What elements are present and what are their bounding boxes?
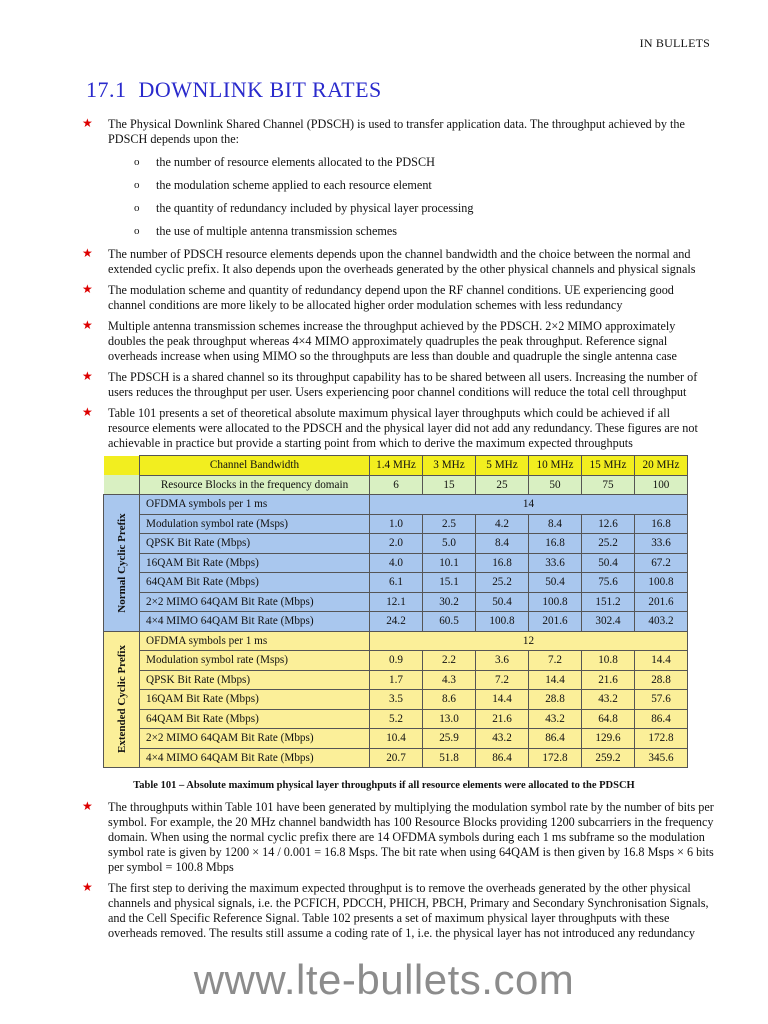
bullet-item bbox=[84, 406, 714, 451]
row-label: 2×2 MIMO 64QAM Bit Rate (Mbps) bbox=[140, 592, 370, 612]
sub-item bbox=[108, 224, 714, 239]
row-label: OFDMA symbols per 1 ms bbox=[140, 631, 370, 651]
table-cell: 100.8 bbox=[476, 612, 529, 632]
header-label: Channel Bandwidth bbox=[140, 456, 370, 476]
table-cell: 1.7 bbox=[370, 670, 423, 690]
running-header: IN BULLETS bbox=[639, 36, 710, 50]
table-cell: 172.8 bbox=[529, 748, 582, 768]
table-cell: 7.2 bbox=[529, 651, 582, 671]
table-cell: 75.6 bbox=[582, 573, 635, 593]
sub-item bbox=[108, 178, 714, 193]
bullet-item bbox=[84, 283, 714, 313]
bullet-list-after bbox=[84, 800, 714, 947]
row-label: Modulation symbol rate (Msps) bbox=[140, 514, 370, 534]
sub-item-text: the use of multiple antenna transmission schemes bbox=[156, 224, 397, 238]
star-bullet-icon: ★ bbox=[82, 405, 93, 419]
bullet-text: The modulation scheme and quantity of redundancy depend upon the RF channel conditions. UE experiencing good channel conditions are more likely to be allocated higher order modulation schemes with less redundancy bbox=[108, 283, 674, 312]
table-row bbox=[104, 670, 688, 690]
table-cell: 14.4 bbox=[476, 690, 529, 710]
rb-cell: 50 bbox=[529, 475, 582, 495]
bullet-item bbox=[84, 247, 714, 277]
table-cell: 10.1 bbox=[423, 553, 476, 573]
bullet-text: The first step to deriving the maximum expected throughput is to remove the overheads generated by the other physical channels and physical signals, i.e. the PCFICH, PDCCH, PHICH, PBCH, Primary and Secondary Synchronisation Signals, and the Cell Specific Reference Signal. Table 102 presents a set of maximum physical layer throughputs with these overheads removed. The results still assume a coding rate of 1, i.e. the physical layer has not introduced any redundancy bbox=[108, 881, 709, 940]
table-cell: 33.6 bbox=[529, 553, 582, 573]
table-cell: 3.5 bbox=[370, 690, 423, 710]
table-cell: 259.2 bbox=[582, 748, 635, 768]
table-cell: 345.6 bbox=[635, 748, 688, 768]
circle-bullet-icon: o bbox=[134, 156, 140, 168]
table-cell: 51.8 bbox=[423, 748, 476, 768]
table-cell: 60.5 bbox=[423, 612, 476, 632]
sub-item bbox=[108, 155, 714, 170]
table-cell: 12.1 bbox=[370, 592, 423, 612]
table-cell: 50.4 bbox=[582, 553, 635, 573]
bullet-item bbox=[84, 319, 714, 364]
throughput-table bbox=[103, 455, 688, 768]
table-cell: 0.9 bbox=[370, 651, 423, 671]
bullet-item bbox=[84, 370, 714, 400]
table-cell: 43.2 bbox=[529, 709, 582, 729]
table-cell: 201.6 bbox=[529, 612, 582, 632]
table-cell: 5.0 bbox=[423, 534, 476, 554]
circle-bullet-icon: o bbox=[134, 179, 140, 191]
bullet-text: Multiple antenna transmission schemes increase the throughput achieved by the PDSCH. 2×2 MIMO approximately doubles the peak throughput whereas 4×4 MIMO approximately quadruples the peak throughput. Reference signal overheads increase when using MIMO so the throughputs are less than double and quadruple the single antenna case bbox=[108, 319, 677, 363]
extended-cyclic-prefix-ofdma-row bbox=[104, 631, 688, 651]
star-bullet-icon: ★ bbox=[82, 880, 93, 894]
row-label: 64QAM Bit Rate (Mbps) bbox=[140, 709, 370, 729]
table-cell: 4.3 bbox=[423, 670, 476, 690]
table-row bbox=[104, 729, 688, 749]
bandwidth-cell: 1.4 MHz bbox=[370, 456, 423, 476]
table-cell: 10.4 bbox=[370, 729, 423, 749]
table-caption: Table 101 – Absolute maximum physical layer throughputs if all resource elements were allocated to the PDSCH bbox=[133, 780, 635, 791]
section-heading: DOWNLINK BIT RATES bbox=[138, 77, 382, 102]
circle-bullet-icon: o bbox=[134, 225, 140, 237]
table-cell: 129.6 bbox=[582, 729, 635, 749]
table-cell: 28.8 bbox=[529, 690, 582, 710]
row-label: 64QAM Bit Rate (Mbps) bbox=[140, 573, 370, 593]
bullet-text: Table 101 presents a set of theoretical absolute maximum physical layer throughputs which could be achieved if all resource elements were allocated to the PDSCH and the physical layer did not add any redundancy. These figures are not achievable in practice but provide a starting point from which to derive the maximum expected throughputs bbox=[108, 406, 698, 450]
table-row bbox=[104, 592, 688, 612]
table-cell: 25.9 bbox=[423, 729, 476, 749]
resource-blocks-row bbox=[104, 475, 688, 495]
bandwidth-cell: 15 MHz bbox=[582, 456, 635, 476]
bullet-text: The throughputs within Table 101 have been generated by multiplying the modulation symbol rate by the number of bits per symbol. For example, the 20 MHz channel bandwidth has 100 Resource Blocks providing 1200 subcarriers in the frequency domain. When using the normal cyclic prefix there are 14 OFDMA symbols during each 1 ms subframe so the modulation symbol rate is given by 1200 × 14 / 0.001 = 16.8 Msps. The bit rate when using 64QAM is then given by 16.8 Msps × 6 bits per symbol = 100.8 Mbps bbox=[108, 800, 714, 874]
table-cell: 7.2 bbox=[476, 670, 529, 690]
bandwidth-header-row bbox=[104, 456, 688, 476]
section-number: 17.1 bbox=[86, 77, 127, 102]
table-cell: 12.6 bbox=[582, 514, 635, 534]
row-label: 16QAM Bit Rate (Mbps) bbox=[140, 690, 370, 710]
table-cell: 16.8 bbox=[635, 514, 688, 534]
bullet-item bbox=[84, 800, 714, 875]
star-bullet-icon: ★ bbox=[82, 116, 93, 130]
table-cell: 16.8 bbox=[529, 534, 582, 554]
table-row bbox=[104, 514, 688, 534]
table-cell: 30.2 bbox=[423, 592, 476, 612]
table-row bbox=[104, 573, 688, 593]
table-cell: 151.2 bbox=[582, 592, 635, 612]
table-cell: 403.2 bbox=[635, 612, 688, 632]
table-corner bbox=[104, 456, 140, 476]
table-cell: 2.5 bbox=[423, 514, 476, 534]
table-cell: 201.6 bbox=[635, 592, 688, 612]
row-label: 2×2 MIMO 64QAM Bit Rate (Mbps) bbox=[140, 729, 370, 749]
star-bullet-icon: ★ bbox=[82, 799, 93, 813]
table-cell: 25.2 bbox=[476, 573, 529, 593]
ofdma-symbols-value: 14 bbox=[370, 495, 688, 515]
table-cell: 6.1 bbox=[370, 573, 423, 593]
table-cell: 15.1 bbox=[423, 573, 476, 593]
table-cell: 86.4 bbox=[476, 748, 529, 768]
table-row bbox=[104, 534, 688, 554]
table-cell: 8.4 bbox=[529, 514, 582, 534]
table-cell: 3.6 bbox=[476, 651, 529, 671]
row-label: 4×4 MIMO 64QAM Bit Rate (Mbps) bbox=[140, 612, 370, 632]
table-cell: 21.6 bbox=[476, 709, 529, 729]
table-cell: 28.8 bbox=[635, 670, 688, 690]
bandwidth-cell: 5 MHz bbox=[476, 456, 529, 476]
rb-cell: 75 bbox=[582, 475, 635, 495]
bandwidth-cell: 20 MHz bbox=[635, 456, 688, 476]
bullet-text: The Physical Downlink Shared Channel (PDSCH) is used to transfer application data. The throughput achieved by the PDSCH depends upon the: bbox=[108, 117, 685, 146]
table-cell: 10.8 bbox=[582, 651, 635, 671]
sub-list bbox=[108, 155, 714, 239]
rb-cell: 15 bbox=[423, 475, 476, 495]
ofdma-symbols-value: 12 bbox=[370, 631, 688, 651]
table-cell: 50.4 bbox=[476, 592, 529, 612]
bullet-text: The number of PDSCH resource elements depends upon the channel bandwidth and the choice between the normal and extended cyclic prefix. It also depends upon the overheads generated by the other physical channels and physical signals bbox=[108, 247, 696, 276]
table-cell: 67.2 bbox=[635, 553, 688, 573]
bullet-item bbox=[84, 117, 714, 239]
table-cell: 57.6 bbox=[635, 690, 688, 710]
table-cell: 4.0 bbox=[370, 553, 423, 573]
table-row bbox=[104, 651, 688, 671]
table-cell: 86.4 bbox=[529, 729, 582, 749]
normal-cyclic-prefix-label: Normal Cyclic Prefix bbox=[115, 513, 128, 613]
table-cell: 24.2 bbox=[370, 612, 423, 632]
row-label: 4×4 MIMO 64QAM Bit Rate (Mbps) bbox=[140, 748, 370, 768]
table-cell: 100.8 bbox=[529, 592, 582, 612]
star-bullet-icon: ★ bbox=[82, 318, 93, 332]
table-cell: 14.4 bbox=[529, 670, 582, 690]
circle-bullet-icon: o bbox=[134, 202, 140, 214]
table-cell: 43.2 bbox=[476, 729, 529, 749]
table-cell: 20.7 bbox=[370, 748, 423, 768]
bullet-item bbox=[84, 881, 714, 941]
table-cell: 43.2 bbox=[582, 690, 635, 710]
watermark: www.lte-bullets.com bbox=[193, 956, 575, 1003]
normal-cyclic-prefix-label-cell bbox=[104, 495, 140, 632]
sub-item-text: the modulation scheme applied to each resource element bbox=[156, 178, 432, 192]
sub-item bbox=[108, 201, 714, 216]
table-cell: 13.0 bbox=[423, 709, 476, 729]
star-bullet-icon: ★ bbox=[82, 246, 93, 260]
table-cell: 5.2 bbox=[370, 709, 423, 729]
table-cell: 8.6 bbox=[423, 690, 476, 710]
bullet-text: The PDSCH is a shared channel so its throughput capability has to be shared between all users. Increasing the number of users reduces the throughput per user. Users experiencing poor channel conditions will reduce the total cell throughput bbox=[108, 370, 698, 399]
table-row bbox=[104, 709, 688, 729]
row-label: OFDMA symbols per 1 ms bbox=[140, 495, 370, 515]
table-cell: 100.8 bbox=[635, 573, 688, 593]
extended-cyclic-prefix-label-cell bbox=[104, 631, 140, 768]
table-row bbox=[104, 553, 688, 573]
table-cell: 16.8 bbox=[476, 553, 529, 573]
rb-cell: 6 bbox=[370, 475, 423, 495]
sub-item-text: the number of resource elements allocated to the PDSCH bbox=[156, 155, 435, 169]
bandwidth-cell: 3 MHz bbox=[423, 456, 476, 476]
row-label: QPSK Bit Rate (Mbps) bbox=[140, 534, 370, 554]
row-label: 16QAM Bit Rate (Mbps) bbox=[140, 553, 370, 573]
row-label: Modulation symbol rate (Msps) bbox=[140, 651, 370, 671]
rb-cell: 25 bbox=[476, 475, 529, 495]
table-cell: 2.2 bbox=[423, 651, 476, 671]
table-cell: 2.0 bbox=[370, 534, 423, 554]
table-cell: 25.2 bbox=[582, 534, 635, 554]
table-cell: 4.2 bbox=[476, 514, 529, 534]
table-corner bbox=[104, 475, 140, 495]
section-title bbox=[86, 77, 382, 103]
normal-cyclic-prefix-ofdma-row bbox=[104, 495, 688, 515]
table-cell: 21.6 bbox=[582, 670, 635, 690]
table-row bbox=[104, 612, 688, 632]
row-label: QPSK Bit Rate (Mbps) bbox=[140, 670, 370, 690]
table-cell: 302.4 bbox=[582, 612, 635, 632]
rb-cell: 100 bbox=[635, 475, 688, 495]
table-cell: 33.6 bbox=[635, 534, 688, 554]
extended-cyclic-prefix-label: Extended Cyclic Prefix bbox=[115, 645, 128, 754]
bullet-list bbox=[84, 117, 714, 457]
table-row bbox=[104, 748, 688, 768]
sub-item-text: the quantity of redundancy included by physical layer processing bbox=[156, 201, 474, 215]
rb-label: Resource Blocks in the frequency domain bbox=[140, 475, 370, 495]
bandwidth-cell: 10 MHz bbox=[529, 456, 582, 476]
table-cell: 86.4 bbox=[635, 709, 688, 729]
table-cell: 14.4 bbox=[635, 651, 688, 671]
star-bullet-icon: ★ bbox=[82, 282, 93, 296]
table-cell: 50.4 bbox=[529, 573, 582, 593]
table-cell: 8.4 bbox=[476, 534, 529, 554]
table-row bbox=[104, 690, 688, 710]
star-bullet-icon: ★ bbox=[82, 369, 93, 383]
table-cell: 64.8 bbox=[582, 709, 635, 729]
table-cell: 172.8 bbox=[635, 729, 688, 749]
table-cell: 1.0 bbox=[370, 514, 423, 534]
